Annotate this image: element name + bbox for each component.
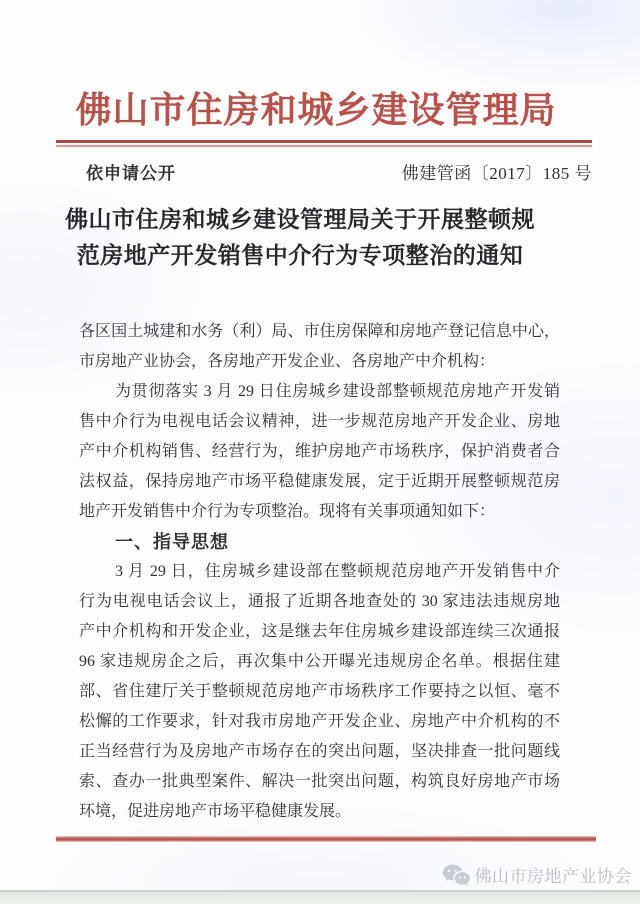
- body-line: 行为电视电话会议上，通报了近期各地查处的 30 家违法违规房地: [79, 593, 560, 610]
- body-line: 地产开发销售中介行为专项整治。现将有关事项通知如下：: [79, 503, 496, 520]
- body-line: 产中介机构和开发企业，这是继去年住房城乡建设部连续三次通报: [79, 623, 560, 640]
- watermark: [442, 862, 633, 887]
- body-line: 市房地产业协会，各房地产开发企业、各房地产中介机构：: [79, 353, 496, 370]
- agency-name: 佛山市住房和城乡建设管理局: [75, 90, 557, 130]
- body-line: 为贯彻落实 3 月 29 日住房城乡建设部整顿规范房地产开发销: [115, 383, 560, 400]
- notice-title-line-2: 范房地产开发销售中介行为专项整治的通知: [76, 243, 524, 268]
- body-line: 正当经营行为及房地产市场存在的突出问题，坚决排查一批问题线: [79, 743, 560, 760]
- body-line: 松懈的工作要求，针对我市房地产开发企业、房地产中介机构的不: [79, 713, 560, 730]
- body-line: 各区国土城建和水务（利）局、市住房保障和房地产登记信息中心，: [79, 323, 560, 340]
- bottom-divider: [56, 836, 596, 842]
- notice-title: [40, 202, 560, 274]
- notice-title-line-1: 佛山市住房和城乡建设管理局关于开展整顿规: [65, 207, 535, 232]
- wechat-logo-icon: [442, 863, 470, 887]
- body-line: 售中介行为电视电话会议精神，进一步规范房地产开发企业、房地: [79, 413, 560, 430]
- document-body: [79, 317, 560, 827]
- meta-row: [56, 159, 592, 184]
- body-line: 产中介机构销售、经营行为，维护房地产市场秩序，保护消费者合: [79, 443, 560, 460]
- body-line: 96 家违规房企之后，再次集中公开曝光违规房企名单。根据住建: [79, 653, 560, 670]
- section-heading: 一、指导思想: [115, 532, 229, 552]
- body-line: 部、省住建厅关于整顿规范房地产市场秩序工作要持之以恒、毫不: [79, 683, 560, 700]
- body-line: 环境，促进房地产市场平稳健康发展。: [79, 803, 352, 820]
- body-line: 法权益，保持房地产市场平稳健康发展，定于近期开展整顿规范房: [79, 473, 560, 490]
- disclosure-label: 依申请公开: [86, 164, 176, 183]
- body-line: 索、查办一批典型案件、解决一批突出问题，构筑良好房地产市场: [79, 773, 560, 790]
- doc-number: 佛建管函〔2017〕185 号: [401, 164, 592, 183]
- header-rule: [56, 140, 592, 147]
- body-line: 3 月 29 日，住房城乡建设部在整顿规范房地产开发销售中介: [115, 563, 560, 580]
- watermark-label: 佛山市房地产业协会: [474, 867, 632, 886]
- footer-strip: [0, 890, 640, 904]
